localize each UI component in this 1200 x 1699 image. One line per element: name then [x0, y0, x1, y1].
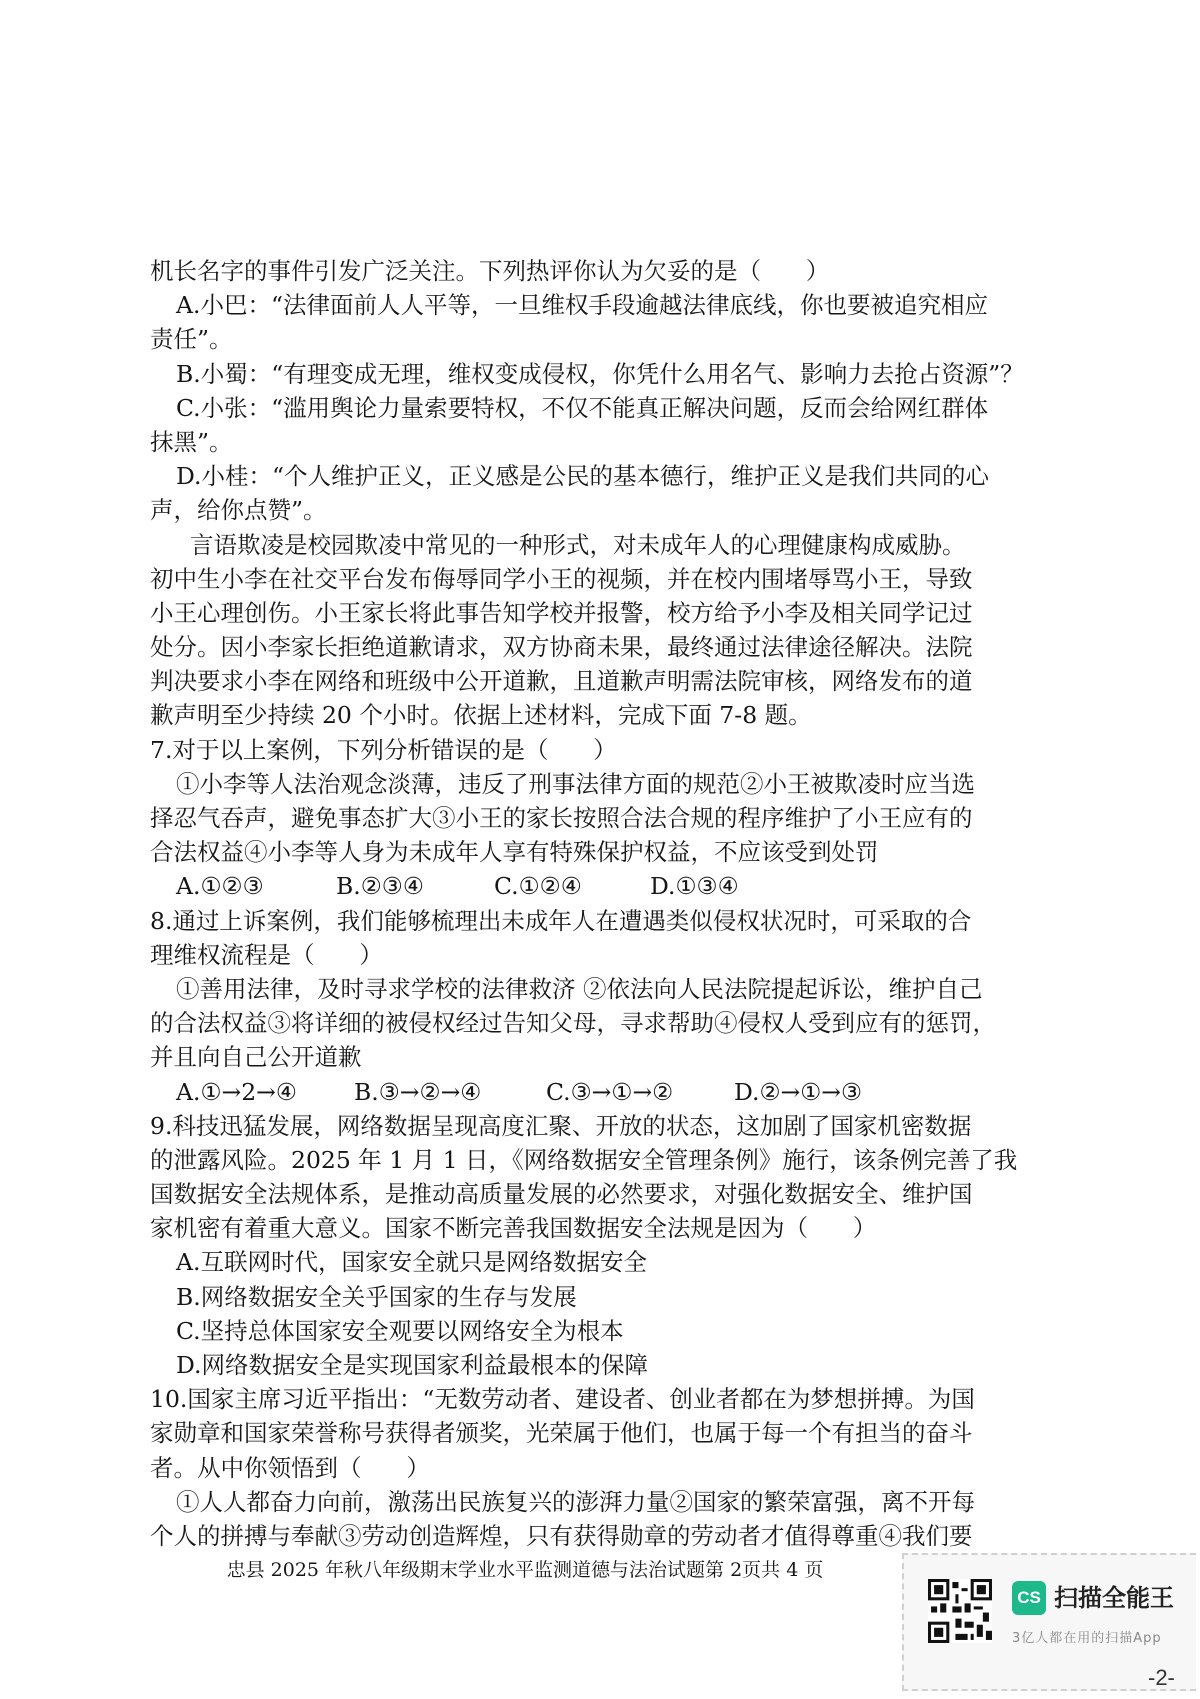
text-line: 10.国家主席习近平指出：“无数劳动者、建设者、创业者都在为梦想拼搏。为国 — [150, 1385, 975, 1414]
text-line: 家机密有着重大意义。国家不断完善我国数据安全法规是因为（ ） — [150, 1214, 877, 1243]
text-line: D.网络数据安全是实现国家利益最根本的保障 — [176, 1351, 648, 1379]
text-line: A.互联网时代，国家安全就只是网络数据安全 — [176, 1248, 647, 1277]
brand-tagline: 3亿人都在用的扫描App — [1012, 1631, 1162, 1646]
text-line: 合法权益④小李等人身为未成年人享有特殊保护权益，不应该受到处罚 — [150, 838, 879, 867]
brand-name: 扫描全能王 — [1054, 1584, 1174, 1612]
text-line: C.小张：“滥用舆论力量索要特权，不仅不能真正解决问题，反而会给网红群体 — [176, 393, 989, 422]
text-line: 声，给你点赞”。 — [150, 496, 327, 525]
qr-code-icon — [928, 1579, 992, 1643]
text-line: 处分。因小李家长拒绝道歉请求，双方协商未果，最终通过法律途径解决。法院 — [150, 633, 973, 662]
q8-option: B.③→②→④ — [354, 1077, 482, 1106]
q7-options — [150, 869, 1030, 903]
text-line: 家勋章和国家荣誉称号获得者颁奖，光荣属于他们，也属于每一个有担当的奋斗 — [150, 1419, 973, 1448]
text-line: 的泄露风险。2025 年 1 月 1 日，《网络数据安全管理条例》施行，该条例完善了我 — [150, 1145, 1018, 1174]
text-line: 小王心理创伤。小王家长将此事告知学校并报警，校方给予小李及相关同学记过 — [150, 598, 973, 627]
q7-option: B.②③④ — [336, 872, 424, 901]
q8-option: D.②→①→③ — [734, 1077, 863, 1106]
questions-block-2 — [150, 904, 1030, 1075]
page-number: -2- — [1148, 1665, 1175, 1690]
text-line: 理维权流程是（ ） — [150, 940, 383, 969]
text-line: 7.对于以上案例，下列分析错误的是（ ） — [150, 735, 617, 764]
text-line: 初中生小李在社交平台发布侮辱同学小王的视频，并在校内围堵辱骂小王，导致 — [150, 564, 973, 593]
text-line: 9.科技迅猛发展，网络数据呈现高度汇聚、开放的状态，这加剧了国家机密数据 — [150, 1111, 972, 1140]
text-line: 国数据安全法规体系，是推动高质量发展的必然要求，对强化数据安全、维护国 — [150, 1180, 973, 1209]
text-line: ①小李等人法治观念淡薄，违反了刑事法律方面的规范②小王被欺凌时应当选 — [176, 769, 975, 798]
text-line: 8.通过上诉案例，我们能够梳理出未成年人在遭遇类似侵权状况时，可采取的合 — [150, 906, 972, 935]
questions-block-3 — [150, 1109, 1030, 1553]
q8-option: A.①→2→④ — [176, 1077, 297, 1106]
text-line: D.小桂：“个人维护正义，正义感是公民的基本德行，维护正义是我们共同的心 — [176, 462, 989, 491]
text-line: ①善用法律，及时寻求学校的法律救济 ②依法向人民法院提起诉讼，维护自己 — [176, 974, 983, 1003]
text-line: 言语欺凌是校园欺凌中常见的一种形式，对未成年人的心理健康构成威胁。 — [190, 530, 966, 559]
camscanner-logo: CS — [1012, 1581, 1046, 1615]
exam-page-body — [150, 254, 1030, 1553]
text-line: B.小蜀：“有理变成无理，维权变成侵权，你凭什么用名气、影响力去抢占资源”？ — [176, 359, 1024, 388]
q7-option: A.①②③ — [176, 872, 264, 901]
text-line: 并且向自己公开道歉 — [150, 1043, 362, 1072]
q8-option: C.③→①→② — [546, 1077, 674, 1106]
text-line: 个人的拼搏与奉献③劳动创造辉煌，只有获得勋章的劳动者才值得尊重④我们要 — [150, 1521, 973, 1550]
text-line: 择忍气吞声，避免事态扩大③小王的家长按照合法合规的程序维护了小王应有的 — [150, 804, 973, 832]
text-line: 抹黑”。 — [150, 427, 233, 456]
footer-text: 忠县 2025 年秋八年级期末学业水平监测道德与法治试题第 2页共 4 页 — [226, 1559, 824, 1581]
text-line: 的合法权益③将详细的被侵权经过告知父母，寻求帮助④侵权人受到应有的惩罚， — [150, 1009, 996, 1038]
q7-option: D.①③④ — [650, 872, 739, 901]
text-line: 歉声明至少持续 20 个小时。依据上述材料，完成下面 7-8 题。 — [150, 701, 812, 730]
text-line: B.网络数据安全关乎国家的生存与发展 — [176, 1282, 577, 1311]
text-line: A.小巴：“法律面前人人平等，一旦维权手段逾越法律底线，你也要被追究相应 — [176, 291, 988, 320]
text-line: 机长名字的事件引发广泛关注。下列热评你认为欠妥的是（ ） — [150, 257, 830, 285]
text-line: ①人人都奋力向前，激荡出民族复兴的澎湃力量②国家的繁荣富强，离不开每 — [176, 1487, 975, 1516]
questions-block-1 — [150, 254, 1030, 869]
text-line: 责任”。 — [150, 325, 233, 354]
text-line: 判决要求小李在网络和班级中公开道歉，且道歉声明需法院审核，网络发布的道 — [150, 667, 973, 696]
text-line: 者。从中你领悟到（ ） — [150, 1453, 430, 1482]
q8-options — [150, 1075, 1030, 1109]
text-line: C.坚持总体国家安全观要以网络安全为根本 — [176, 1316, 624, 1345]
q7-option: C.①②④ — [494, 872, 582, 901]
